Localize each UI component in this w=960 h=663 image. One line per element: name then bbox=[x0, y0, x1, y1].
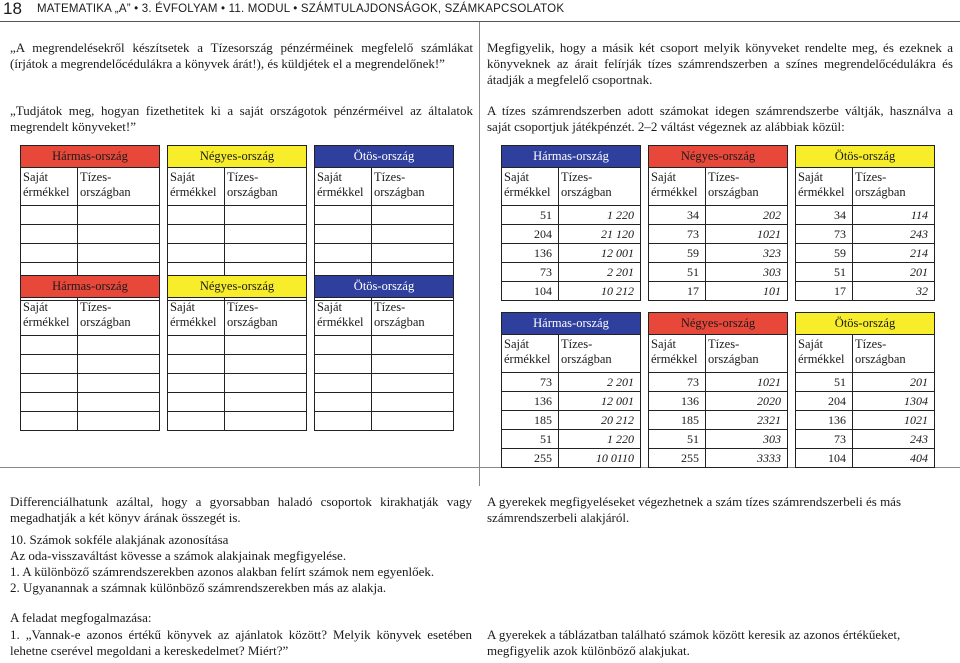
own-coin-value: 51 bbox=[502, 430, 559, 449]
blank-cell bbox=[78, 206, 160, 225]
col-own-coins: Saját érmékkel bbox=[796, 335, 853, 373]
blank-cell bbox=[372, 412, 454, 431]
col-tizes-orszag: Tízes-országban bbox=[559, 168, 641, 206]
blank-cell bbox=[21, 393, 78, 412]
col-own-coins: Saját érmékkel bbox=[21, 298, 78, 336]
blank-cell bbox=[78, 355, 160, 374]
col-tizes-orszag: Tízes-országban bbox=[706, 335, 788, 373]
table-row bbox=[502, 430, 935, 449]
col-tizes-orszag: Tízes-országban bbox=[559, 335, 641, 373]
tizes-value: 21 120 bbox=[559, 225, 641, 244]
blank-cell bbox=[225, 225, 307, 244]
right-top-order-table bbox=[501, 145, 935, 301]
blank-cell bbox=[315, 393, 372, 412]
table-row bbox=[502, 411, 935, 430]
blank-cell bbox=[168, 374, 225, 393]
own-coin-value: 73 bbox=[796, 430, 853, 449]
country-header-otos: Ötös-ország bbox=[796, 146, 935, 168]
blank-cell bbox=[372, 393, 454, 412]
col-tizes-orszag: Tízes-országban bbox=[78, 168, 160, 206]
blank-cell bbox=[315, 244, 372, 263]
section-10-title: 10. Számok sokféle alakjának azonosítása bbox=[10, 532, 229, 547]
section-10-point-1: 1. A különböző számrendszerekben azonos alakban felírt számok nem egyenlőek. bbox=[10, 564, 435, 579]
task-label: A feladat megfogalmazása: bbox=[10, 610, 152, 625]
blank-cell bbox=[78, 393, 160, 412]
col-own-coins: Saját érmékkel bbox=[168, 298, 225, 336]
blank-cell bbox=[372, 336, 454, 355]
blank-cell bbox=[168, 244, 225, 263]
blank-cell bbox=[225, 244, 307, 263]
tizes-value: 10 212 bbox=[559, 282, 641, 301]
blank-cell bbox=[78, 336, 160, 355]
col-tizes-orszag: Tízes-országban bbox=[78, 298, 160, 336]
col-tizes-orszag: Tízes-országban bbox=[372, 298, 454, 336]
blank-cell bbox=[21, 206, 78, 225]
blank-cell bbox=[225, 206, 307, 225]
own-coin-value: 255 bbox=[502, 449, 559, 468]
tizes-value: 2 201 bbox=[559, 263, 641, 282]
tizes-value: 1021 bbox=[706, 373, 788, 392]
country-header-negyes: Négyes-ország bbox=[168, 146, 307, 168]
observation-note: A gyerekek megfigyeléseket végezhetnek a szám tízes számrendszerbeli és más számrendszerbeli alakjáról. bbox=[487, 494, 902, 525]
right-text-1: Megfigyelik, hogy a másik két csoport melyik könyveket rendelte meg, és ezeknek a könyveknek az árait felírják tízes számrendszerben a színes megrendelőcédulákra és átadják a megfelelő csoportnak. bbox=[487, 40, 953, 87]
blank-cell bbox=[78, 244, 160, 263]
table-row bbox=[21, 206, 454, 225]
col-own-coins: Saját érmékkel bbox=[649, 168, 706, 206]
tizes-value: 2321 bbox=[706, 411, 788, 430]
table-row bbox=[502, 244, 935, 263]
left-instruction-1: „A megrendelésekről készítsetek a Tízesország pénzérméinek megfelelő számlákat (írjátok a megrendelőcédulákra a könyvek árát!), és küldjétek el a megrendelőnek!” bbox=[10, 40, 473, 71]
blank-cell bbox=[372, 225, 454, 244]
country-header-negyes: Négyes-ország bbox=[649, 146, 788, 168]
own-coin-value: 136 bbox=[649, 392, 706, 411]
table-row bbox=[21, 374, 454, 393]
blank-cell bbox=[21, 412, 78, 431]
col-own-coins: Saját érmékkel bbox=[796, 168, 853, 206]
blank-cell bbox=[315, 336, 372, 355]
col-own-coins: Saját érmékkel bbox=[649, 335, 706, 373]
col-tizes-orszag: Tízes-országban bbox=[853, 168, 935, 206]
own-coin-value: 73 bbox=[796, 225, 853, 244]
col-own-coins: Saját érmékkel bbox=[502, 168, 559, 206]
country-header-negyes: Négyes-ország bbox=[649, 313, 788, 335]
tizes-value: 202 bbox=[706, 206, 788, 225]
tizes-value: 101 bbox=[706, 282, 788, 301]
left-instruction-2: „Tudjátok meg, hogyan fizethetitek ki a saját országotok pénzérméivel az általatok megrendelt könyveket!” bbox=[10, 103, 473, 134]
col-tizes-orszag: Tízes-országban bbox=[853, 335, 935, 373]
own-coin-value: 34 bbox=[649, 206, 706, 225]
own-coin-value: 73 bbox=[649, 373, 706, 392]
blank-cell bbox=[168, 336, 225, 355]
tizes-value: 3333 bbox=[706, 449, 788, 468]
blank-cell bbox=[225, 412, 307, 431]
tizes-value: 1304 bbox=[853, 392, 935, 411]
own-coin-value: 104 bbox=[502, 282, 559, 301]
blank-cell bbox=[21, 355, 78, 374]
blank-cell bbox=[315, 206, 372, 225]
own-coin-value: 17 bbox=[796, 282, 853, 301]
own-coin-value: 255 bbox=[649, 449, 706, 468]
own-coin-value: 204 bbox=[502, 225, 559, 244]
country-header-otos: Ötös-ország bbox=[315, 276, 454, 298]
section-10-point-2: 2. Ugyanannak a számnak különböző számrendszerekben más az alakja. bbox=[10, 580, 387, 595]
blank-cell bbox=[21, 225, 78, 244]
tizes-value: 32 bbox=[853, 282, 935, 301]
page-number: 18 bbox=[3, 0, 22, 18]
right-bottom-order-table bbox=[501, 312, 935, 468]
tizes-value: 201 bbox=[853, 373, 935, 392]
table-row bbox=[502, 392, 935, 411]
tizes-value: 1 220 bbox=[559, 206, 641, 225]
table-row bbox=[21, 225, 454, 244]
tizes-value: 10 0110 bbox=[559, 449, 641, 468]
tizes-value: 114 bbox=[853, 206, 935, 225]
tizes-value: 323 bbox=[706, 244, 788, 263]
running-title: MATEMATIKA „A” • 3. ÉVFOLYAM • 11. MODUL • SZÁMTULAJDONSÁGOK, SZÁMKAPCSOLATOK bbox=[37, 3, 565, 15]
tizes-value: 1 220 bbox=[559, 430, 641, 449]
table-row bbox=[502, 206, 935, 225]
blank-cell bbox=[225, 393, 307, 412]
own-coin-value: 136 bbox=[502, 244, 559, 263]
blank-cell bbox=[315, 374, 372, 393]
tizes-value: 303 bbox=[706, 263, 788, 282]
blank-cell bbox=[372, 374, 454, 393]
country-header-harmas: Hármas-ország bbox=[21, 276, 160, 298]
blank-cell bbox=[315, 412, 372, 431]
own-coin-value: 73 bbox=[649, 225, 706, 244]
tizes-value: 12 001 bbox=[559, 392, 641, 411]
table-row bbox=[502, 225, 935, 244]
page-header bbox=[0, 0, 960, 22]
own-coin-value: 185 bbox=[649, 411, 706, 430]
blank-cell bbox=[372, 244, 454, 263]
own-coin-value: 73 bbox=[502, 373, 559, 392]
table-row bbox=[21, 412, 454, 431]
tizes-value: 1021 bbox=[853, 411, 935, 430]
own-coin-value: 204 bbox=[796, 392, 853, 411]
country-header-otos: Ötös-ország bbox=[796, 313, 935, 335]
tizes-value: 12 001 bbox=[559, 244, 641, 263]
column-divider bbox=[479, 22, 480, 486]
tizes-value: 404 bbox=[853, 449, 935, 468]
country-header-negyes: Négyes-ország bbox=[168, 276, 307, 298]
tizes-value: 243 bbox=[853, 430, 935, 449]
blank-cell bbox=[225, 374, 307, 393]
col-tizes-orszag: Tízes-országban bbox=[225, 168, 307, 206]
blank-cell bbox=[168, 412, 225, 431]
col-own-coins: Saját érmékkel bbox=[315, 298, 372, 336]
blank-cell bbox=[78, 412, 160, 431]
blank-cell bbox=[168, 393, 225, 412]
table-row bbox=[502, 449, 935, 468]
country-header-otos: Ötös-ország bbox=[315, 146, 454, 168]
own-coin-value: 34 bbox=[796, 206, 853, 225]
col-own-coins: Saját érmékkel bbox=[502, 335, 559, 373]
country-header-harmas: Hármas-ország bbox=[21, 146, 160, 168]
own-coin-value: 136 bbox=[502, 392, 559, 411]
country-header-harmas: Hármas-ország bbox=[502, 313, 641, 335]
tizes-value: 303 bbox=[706, 430, 788, 449]
col-tizes-orszag: Tízes-országban bbox=[706, 168, 788, 206]
own-coin-value: 51 bbox=[502, 206, 559, 225]
table-row bbox=[502, 373, 935, 392]
country-header-harmas: Hármas-ország bbox=[502, 146, 641, 168]
blank-cell bbox=[78, 374, 160, 393]
blank-cell bbox=[21, 244, 78, 263]
differentiation-note: Differenciálhatunk azáltal, hogy a gyorsabban haladó csoportok kirakhatják vagy megadhatják a két könyv árának összegét is. bbox=[10, 494, 472, 525]
own-coin-value: 104 bbox=[796, 449, 853, 468]
blank-cell bbox=[372, 355, 454, 374]
blank-cell bbox=[168, 225, 225, 244]
own-coin-value: 59 bbox=[649, 244, 706, 263]
col-own-coins: Saját érmékkel bbox=[21, 168, 78, 206]
tizes-value: 243 bbox=[853, 225, 935, 244]
blank-cell bbox=[225, 336, 307, 355]
left-bottom-order-table bbox=[20, 275, 454, 431]
own-coin-value: 73 bbox=[502, 263, 559, 282]
blank-cell bbox=[315, 355, 372, 374]
own-coin-value: 51 bbox=[649, 263, 706, 282]
tizes-value: 20 212 bbox=[559, 411, 641, 430]
own-coin-value: 185 bbox=[502, 411, 559, 430]
tizes-value: 1021 bbox=[706, 225, 788, 244]
col-own-coins: Saját érmékkel bbox=[315, 168, 372, 206]
header-rule bbox=[0, 21, 960, 22]
blank-cell bbox=[78, 225, 160, 244]
tizes-value: 214 bbox=[853, 244, 935, 263]
own-coin-value: 59 bbox=[796, 244, 853, 263]
blank-cell bbox=[168, 355, 225, 374]
table-row bbox=[502, 282, 935, 301]
blank-cell bbox=[168, 206, 225, 225]
section-10-intro: Az oda-visszaváltást kövesse a számok alakjainak megfigyelése. bbox=[10, 548, 347, 563]
own-coin-value: 51 bbox=[796, 373, 853, 392]
table-row bbox=[21, 355, 454, 374]
tizes-value: 2 201 bbox=[559, 373, 641, 392]
own-coin-value: 17 bbox=[649, 282, 706, 301]
own-coin-value: 136 bbox=[796, 411, 853, 430]
col-tizes-orszag: Tízes-országban bbox=[225, 298, 307, 336]
col-own-coins: Saját érmékkel bbox=[168, 168, 225, 206]
table-row bbox=[21, 393, 454, 412]
task-question: 1. „Vannak-e azonos értékű könyvek az ajánlatok között? Melyik könyvek esetében lehetne cserével megoldani a kereskedelmet? Miért?” bbox=[10, 627, 472, 658]
blank-cell bbox=[21, 336, 78, 355]
blank-cell bbox=[315, 225, 372, 244]
right-text-2: A tízes számrendszerben adott számokat idegen számrendszerbe váltják, használva a saját csoportjuk játékpénzét. 2–2 váltást végeznek az alábbiak közül: bbox=[487, 103, 953, 134]
tizes-value: 2020 bbox=[706, 392, 788, 411]
table-row bbox=[21, 244, 454, 263]
col-tizes-orszag: Tízes-országban bbox=[372, 168, 454, 206]
comparison-note: A gyerekek a táblázatban található számok között keresik az azonos értékűeket, megfigyelik azok különböző alakjukat. bbox=[487, 627, 901, 658]
own-coin-value: 51 bbox=[796, 263, 853, 282]
tizes-value: 201 bbox=[853, 263, 935, 282]
table-row bbox=[21, 336, 454, 355]
table-row bbox=[502, 263, 935, 282]
blank-cell bbox=[372, 206, 454, 225]
blank-cell bbox=[21, 374, 78, 393]
blank-cell bbox=[225, 355, 307, 374]
own-coin-value: 51 bbox=[649, 430, 706, 449]
